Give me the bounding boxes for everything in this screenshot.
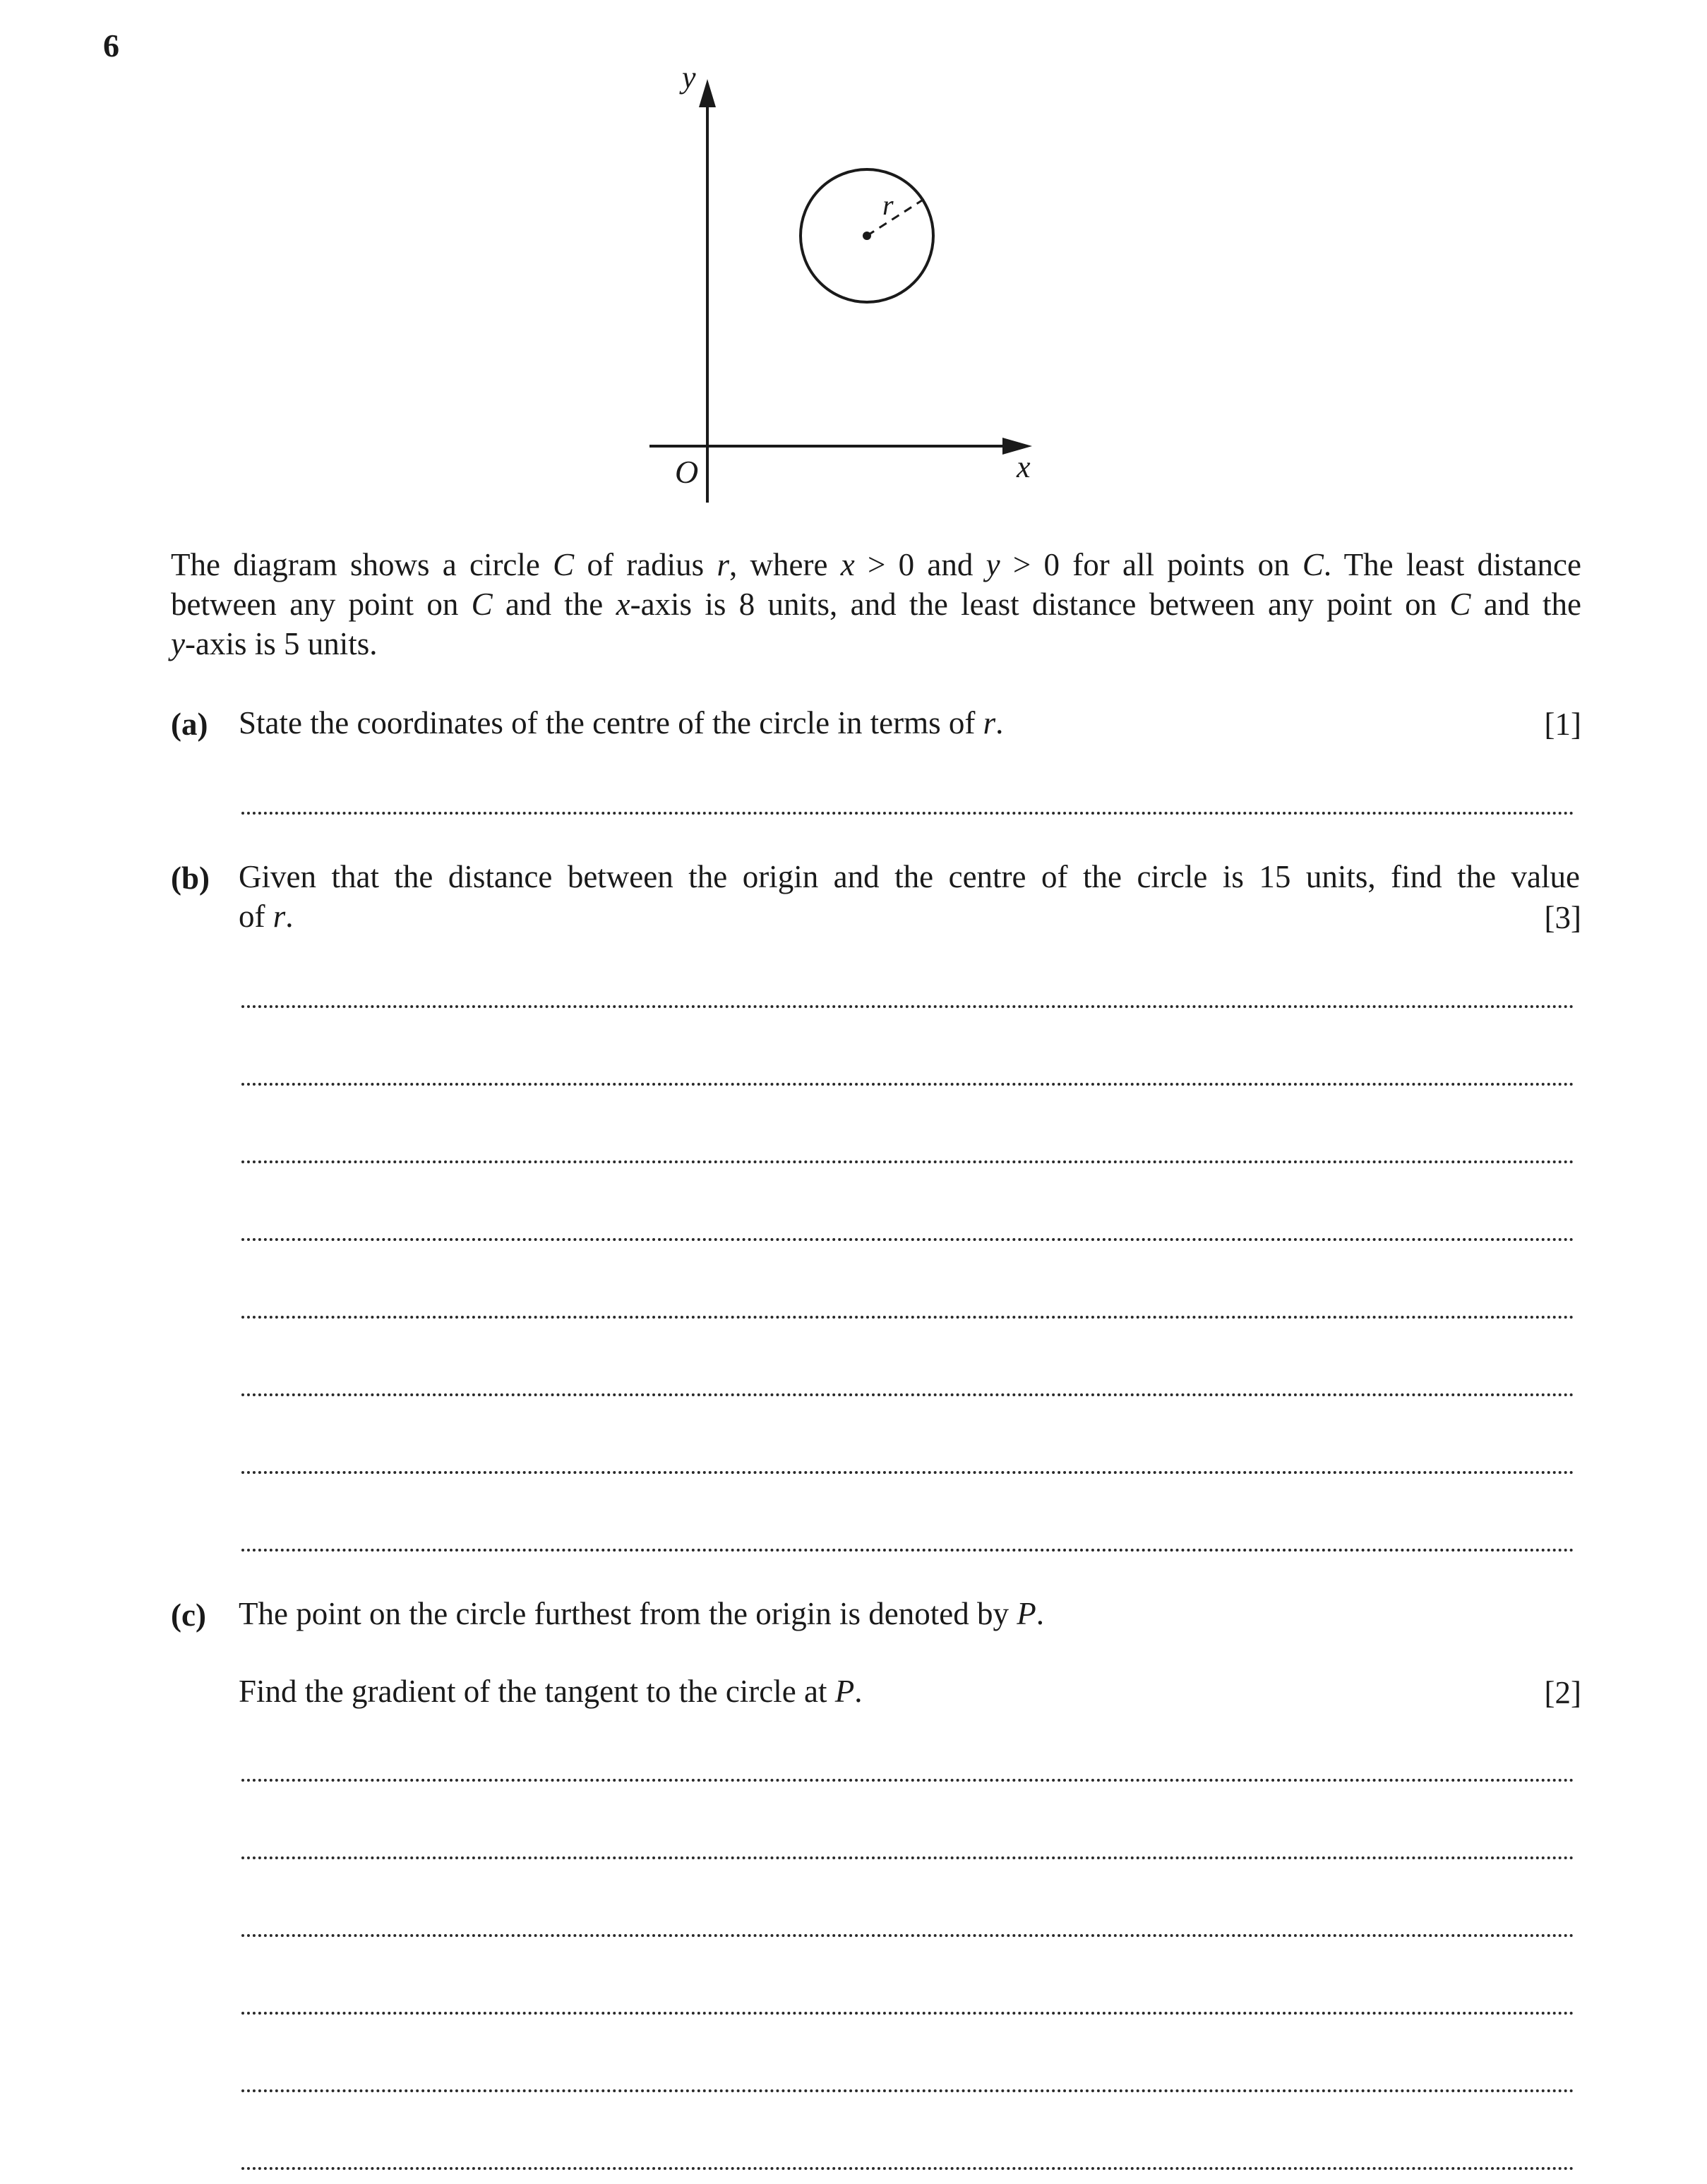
part-a-marks: [1] <box>1544 707 1581 742</box>
part-b-text-line-2: of r. <box>239 899 294 934</box>
answer-line[interactable] <box>241 2167 1574 2170</box>
answer-line[interactable] <box>241 2012 1574 2015</box>
answer-line[interactable] <box>241 1005 1574 1008</box>
answer-line[interactable] <box>241 1934 1574 1937</box>
answer-line[interactable] <box>241 1316 1574 1319</box>
answer-line[interactable] <box>241 812 1574 815</box>
part-b-marks: [3] <box>1544 900 1581 935</box>
radius-label: r <box>882 189 894 221</box>
radius-line <box>867 198 926 236</box>
answer-line[interactable] <box>241 1471 1574 1474</box>
y-axis-label: y <box>682 64 696 95</box>
part-c-text-line-1: The point on the circle furthest from the origin is denoted by P. <box>239 1596 1044 1631</box>
part-c-text-line-2: Find the gradient of the tangent to the circle at P. <box>239 1674 863 1709</box>
part-c-marks: [2] <box>1544 1675 1581 1710</box>
y-axis-arrowhead <box>699 79 716 107</box>
part-a-text: State the coordinates of the centre of the circle in terms of r. <box>239 705 1004 740</box>
answer-line[interactable] <box>241 1393 1574 1396</box>
answer-line[interactable] <box>241 1160 1574 1163</box>
part-c-label: (c) <box>171 1597 206 1633</box>
answer-line[interactable] <box>241 2089 1574 2092</box>
answer-line[interactable] <box>241 1549 1574 1552</box>
answer-line[interactable] <box>241 1083 1574 1086</box>
question-intro <box>171 545 1581 664</box>
intro-line-2: between any point on C and the x-axis is 8 units, and the least distance between any point on C and the <box>171 587 1581 622</box>
x-axis-label: x <box>1017 450 1031 484</box>
page-number: 6 <box>103 28 119 64</box>
answer-line[interactable] <box>241 1238 1574 1241</box>
part-a-label: (a) <box>171 707 208 742</box>
intro-line-3: y-axis is 5 units. <box>171 626 378 661</box>
intro-line-1: The diagram shows a circle C of radius r, where x > 0 and y > 0 for all points on C. The least distance <box>171 547 1581 582</box>
circle-diagram <box>621 64 1115 515</box>
answer-line[interactable] <box>241 1779 1574 1782</box>
origin-label: O <box>675 454 699 490</box>
part-b-label: (b) <box>171 860 210 896</box>
answer-line[interactable] <box>241 1856 1574 1859</box>
part-b-text-line-1: Given that the distance between the origin and the centre of the circle is 15 units, find the value <box>239 859 1580 894</box>
